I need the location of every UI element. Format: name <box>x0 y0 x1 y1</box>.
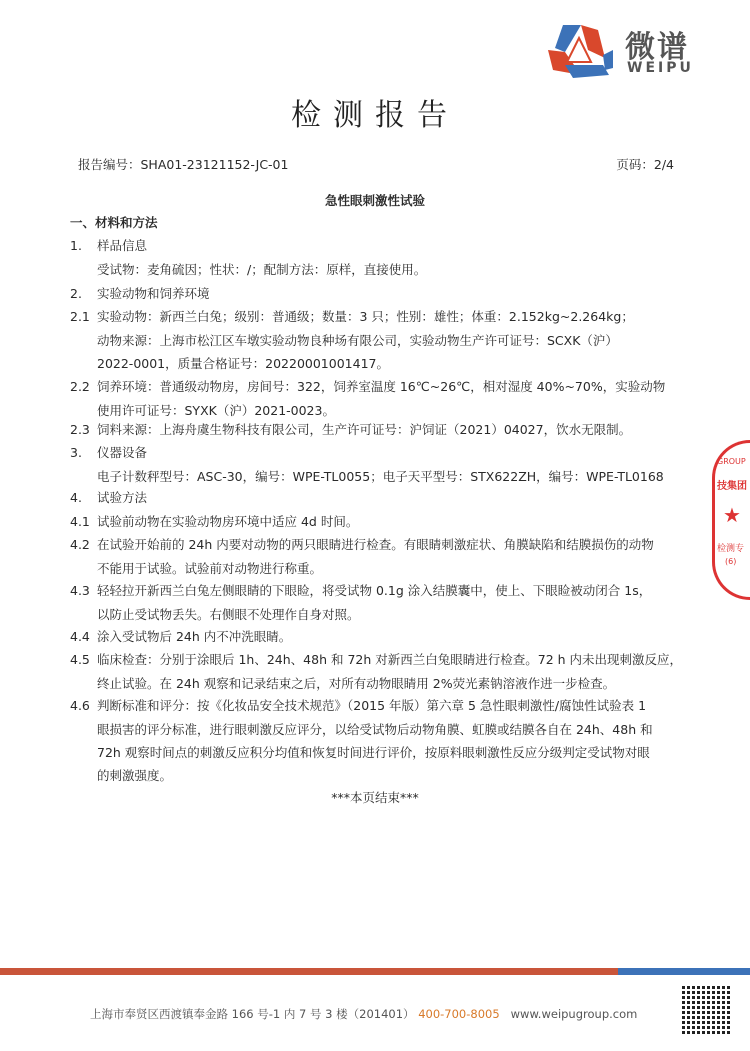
line-number: 2.2 <box>70 379 90 394</box>
stamp-text-bottom: 检测专 <box>717 544 745 554</box>
weipu-logo <box>543 20 733 80</box>
body-line: 2022-0001，质量合格证号：20220001001417。 <box>97 356 389 371</box>
body-line: 实验动物：新西兰白兔；级别：普通级；数量：3 只；性别：雄性；体重：2.152kg~2.264kg； <box>97 309 634 324</box>
footer-bar-red <box>0 968 618 975</box>
body-line: 不能用于试验。试验前对动物进行称重。 <box>97 561 323 576</box>
footer-address: 上海市奉贤区西渡镇奉金路 166 号-1 内 7 号 3 楼（201401） <box>90 1007 415 1021</box>
body-line: 判断标准和评分：按《化妆品安全技术规范》（2015 年版）第六章 5 急性眼刺激性/腐蚀性试验表 1 <box>97 698 647 713</box>
line-number: 3. <box>70 445 82 460</box>
body-line: 实验动物和饲养环境 <box>97 286 210 301</box>
line-number: 2. <box>70 286 82 301</box>
section-heading: 一、材料和方法 <box>70 215 158 230</box>
body-line: 受试物：麦角硫因；性状：/；配制方法：原样，直接使用。 <box>97 262 427 277</box>
line-number: 4.6 <box>70 698 90 713</box>
official-stamp <box>712 440 750 600</box>
line-number: 4.3 <box>70 583 90 598</box>
line-number: 4.4 <box>70 629 90 644</box>
line-number: 4.2 <box>70 537 90 552</box>
report-number: 报告编号：SHA01-23121152-JC-01 <box>78 157 289 172</box>
body-line: 试验前动物在实验动物房环境中适应 4d 时间。 <box>97 514 359 529</box>
stamp-star-icon: ★ <box>723 503 741 527</box>
page-number: 页码：2/4 <box>616 157 674 172</box>
body-line: 饲养环境：普通级动物房，房间号：322，饲养室温度 16℃~26℃，相对湿度 40%~70%，实验动物 <box>97 379 666 394</box>
page-end-marker: ***本页结束*** <box>331 790 419 805</box>
test-subtitle: 急性眼刺激性试验 <box>324 193 425 208</box>
qr-code <box>682 984 732 1034</box>
stamp-text-top: GROUP <box>717 457 746 466</box>
body-line: 轻轻拉开新西兰白兔左侧眼睛的下眼睑，将受试物 0.1g 涂入结膜囊中，使上、下眼睑被动闭合 1s， <box>97 583 652 598</box>
line-number: 2.3 <box>70 422 90 437</box>
stamp-text-mid: 技集团 <box>717 481 747 492</box>
body-line: 在试验开始前的 24h 内要对动物的两只眼睛进行检查。有眼睛刺激症状、角膜缺陷和结膜损伤的动物 <box>97 537 654 552</box>
line-number: 2.1 <box>70 309 90 324</box>
line-number: 1. <box>70 238 82 253</box>
brand-name-en: WEIPU <box>627 60 694 76</box>
body-line: 样品信息 <box>97 238 148 253</box>
page-title: 检测报告 <box>291 98 459 133</box>
body-line: 临床检查：分别于涂眼后 1h、24h、48h 和 72h 对新西兰白兔眼睛进行检查。72 h 内未出现刺激反应， <box>97 652 683 667</box>
body-line: 使用许可证号：SYXK（沪）2021-0023。 <box>97 403 335 418</box>
footer-website: www.weipugroup.com <box>510 1007 638 1021</box>
body-line: 的刺激强度。 <box>97 768 173 783</box>
body-line: 动物来源：上海市松江区车墩实验动物良种场有限公司，实验动物生产许可证号：SCXK（沪） <box>97 333 618 348</box>
body-line: 仪器设备 <box>97 445 148 460</box>
body-line: 终止试验。在 24h 观察和记录结束之后，对所有动物眼睛用 2%荧光素钠溶液作进一步检查。 <box>97 676 616 691</box>
line-number: 4.1 <box>70 514 90 529</box>
body-line: 饲料来源：上海舟虞生物科技有限公司，生产许可证号：沪饲证（2021）04027，饮水无限制。 <box>97 422 632 437</box>
body-line: 试验方法 <box>97 490 148 505</box>
line-number: 4.5 <box>70 652 90 667</box>
footer-contact <box>90 1006 637 1022</box>
brand-name-cn: 微谱 <box>625 30 689 65</box>
body-line: 电子计数秤型号：ASC-30，编号：WPE-TL0055；电子天平型号：STX622ZH，编号：WPE-TL0168 <box>97 469 664 484</box>
body-line: 涂入受试物后 24h 内不冲洗眼睛。 <box>97 629 292 644</box>
body-line: 72h 观察时间点的刺激反应积分均值和恢复时间进行评价，按原料眼刺激性反应分级判定受试物对眼 <box>97 745 650 760</box>
footer-bar-blue <box>618 968 750 975</box>
stamp-code: (6) <box>725 557 737 566</box>
line-number: 4. <box>70 490 82 505</box>
body-line: 以防止受试物丢失。右侧眼不处理作自身对照。 <box>97 607 360 622</box>
body-line: 眼损害的评分标准，进行眼刺激反应评分，以给受试物后动物角膜、虹膜或结膜各自在 24h、48h 和 <box>97 722 653 737</box>
weipu-logo-icon <box>543 20 618 80</box>
footer-phone: 400-700-8005 <box>418 1007 500 1021</box>
